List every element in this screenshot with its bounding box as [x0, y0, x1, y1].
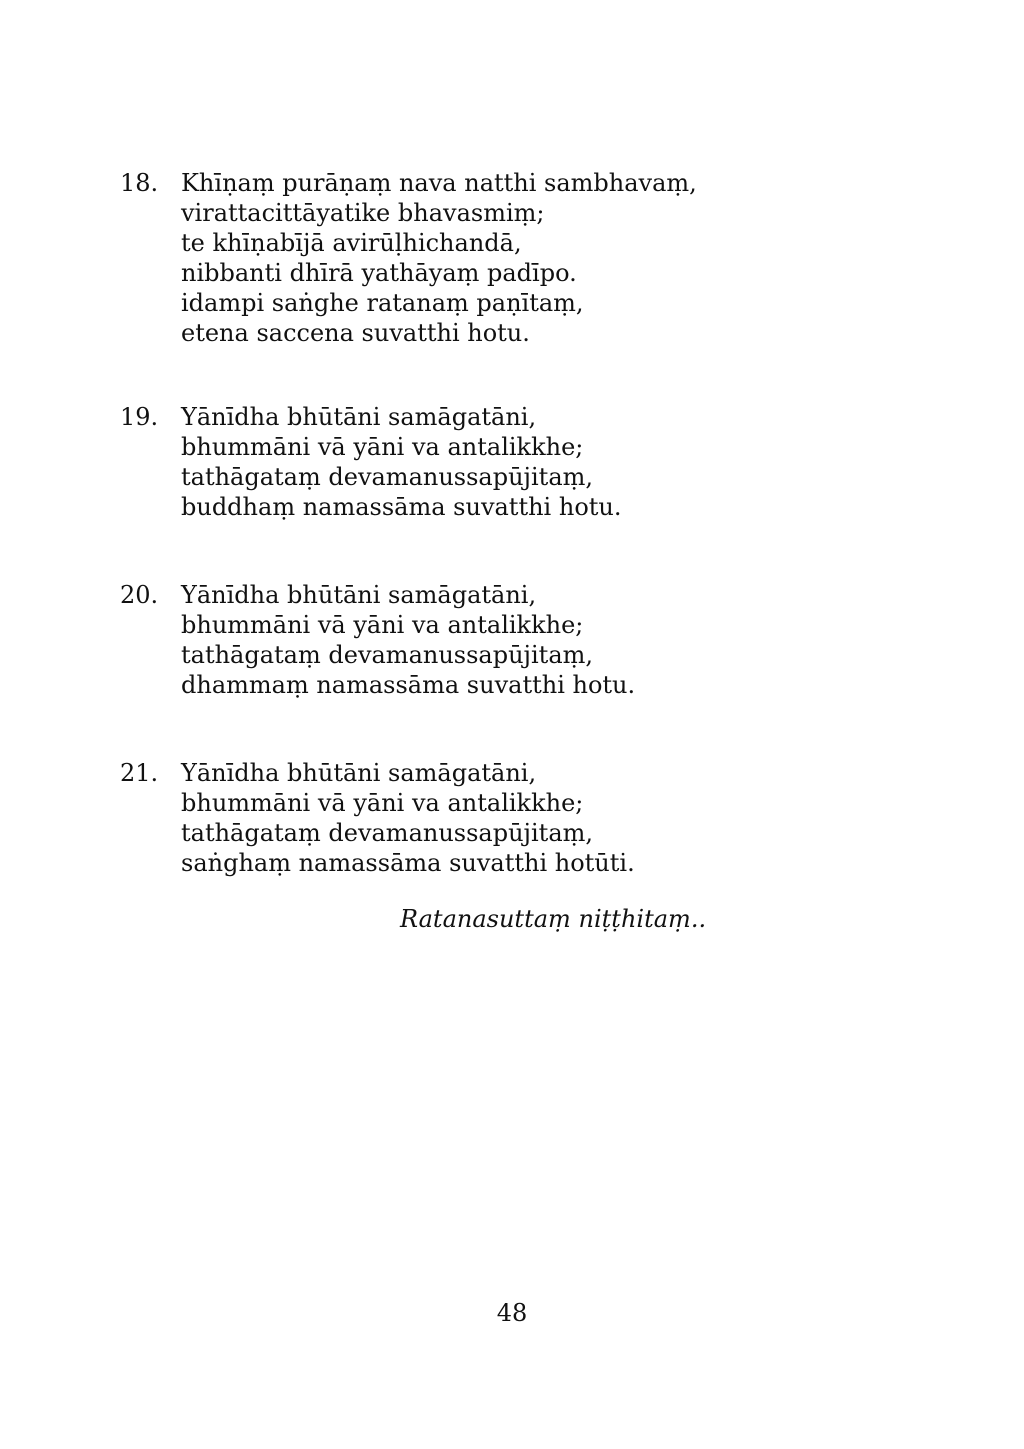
verse-line: Yānīdha bhūtāni samāgatāni, — [181, 403, 537, 431]
verse-line: dhammaṃ namassāma suvatthi hotu. — [181, 671, 636, 699]
verse-lines — [181, 402, 622, 522]
verse-line: bhummāni vā yāni va antalikkhe; — [181, 611, 584, 639]
verse-line: tathāgataṃ devamanussapūjitaṃ, — [181, 463, 594, 491]
verse-line: buddhaṃ namassāma suvatthi hotu. — [181, 493, 622, 521]
verse-line: etena saccena suvatthi hotu. — [181, 319, 530, 347]
verse-line: tathāgataṃ devamanussapūjitaṃ, — [181, 641, 594, 669]
verse-line: virattacittāyatike bhavasmiṃ; — [181, 199, 545, 227]
verse-line: bhummāni vā yāni va antalikkhe; — [181, 433, 584, 461]
verse-line: nibbanti dhīrā yathāyaṃ padīpo. — [181, 259, 577, 287]
verse-line: tathāgataṃ devamanussapūjitaṃ, — [181, 819, 594, 847]
verse-line: te khīṇabījā avirūḷhichandā, — [181, 229, 522, 257]
verse-line: idampi saṅghe ratanaṃ paṇītaṃ, — [181, 289, 584, 317]
verse-line: Yānīdha bhūtāni samāgatāni, — [181, 581, 537, 609]
verse-line: Khīṇaṃ purāṇaṃ nava natthi sambhavaṃ, — [181, 169, 697, 197]
page-number: 48 — [496, 1299, 528, 1327]
verse-number: 21. — [120, 759, 159, 787]
verse-lines — [181, 580, 635, 700]
verse-number: 18. — [120, 169, 159, 197]
verse-lines — [181, 168, 697, 348]
verse-line: Yānīdha bhūtāni samāgatāni, — [181, 759, 537, 787]
verse-number: 20. — [120, 581, 159, 609]
verse-line: bhummāni vā yāni va antalikkhe; — [181, 789, 584, 817]
closing-colophon: Ratanasuttaṃ niṭṭhitaṃ.. — [400, 905, 707, 933]
verse-line: saṅghaṃ namassāma suvatthi hotūti. — [181, 849, 635, 877]
verse-number: 19. — [120, 403, 159, 431]
verse-lines — [181, 758, 635, 878]
